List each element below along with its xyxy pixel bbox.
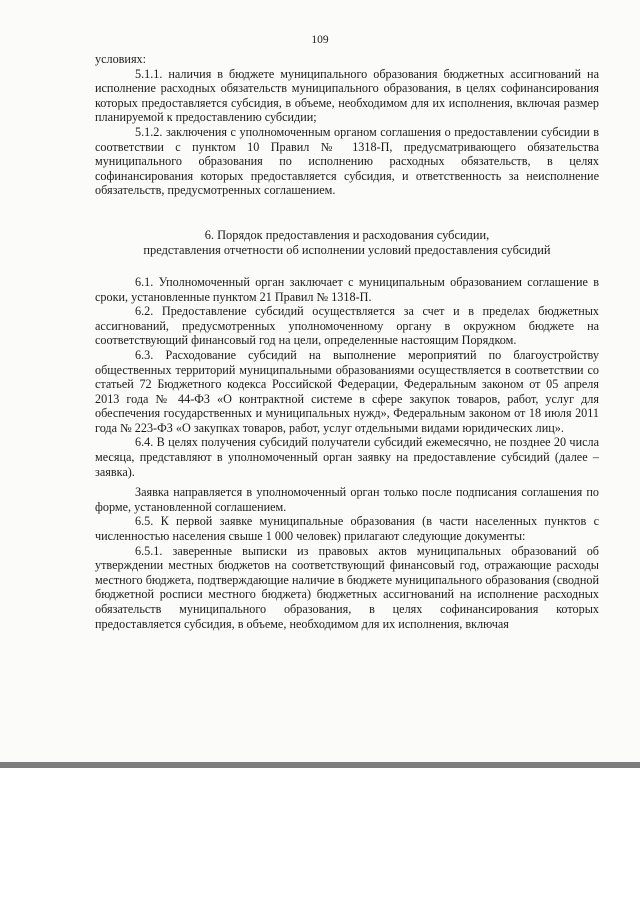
section-heading-line: представления отчетности об исполнении условий предоставления субсидий: [143, 243, 551, 258]
paragraph: 6.4. В целях получения субсидий получатели субсидий ежемесячно, не позднее 20 числа месяца, представляют в уполномоченный орган заявку на предоставление субсидий (далее – заявка).: [95, 435, 599, 479]
paragraph: условиях:: [95, 52, 147, 66]
paragraph: 6.5. К первой заявке муниципальные образования (в части населенных пунктов с численностью населения свыше 1 000 человек) прилагают следующие документы:: [95, 514, 599, 544]
paragraph: 6.2. Предоставление субсидий осуществляется за счет и в пределах бюджетных ассигнований, предусмотренных уполномоченному органу в окружном бюджете на соответствующий финансовый год на цели, определенные настоящим Порядком.: [95, 304, 599, 348]
document-body: [95, 52, 599, 631]
paragraph: Заявка направляется в уполномоченный орган только после подписания соглашения по форме, установленной соглашением.: [95, 485, 599, 514]
page-number: 109: [311, 34, 329, 46]
paragraph: 6.3. Расходование субсидий на выполнение мероприятий по благоустройству общественных территорий муниципальными образованиями осуществляется в соответствии со статьей 72 Бюджетного кодекса Российской Федерации, Федеральным законом от 05 апреля 2013 года № 44-ФЗ «О контрактной системе в сфере закупок товаров, работ, услуг для обеспечения государственных и муниципальных нужд», Федеральным законом от 18 июля 2011 года № 223-ФЗ «О закупках товаров, работ, услуг отдельными видами юридических лиц».: [95, 347, 599, 435]
paragraph: 6.5.1. заверенные выписки из правовых актов муниципальных образований об утверждении местных бюджетов на соответствующий финансовый год, отражающие расходы местного бюджета, подтверждающие наличие в бюджете муниципального образования (сводной бюджетной росписи местного бюджета) бюджетных ассигнований на исполнение расходных обязательств муниципального образования, в целях софинансирования которых предоставляется субсидия, в объеме, необходимом для их исполнения, включая: [95, 543, 599, 631]
section-heading: [95, 228, 599, 259]
section-heading-line: 6. Порядок предоставления и расходования субсидии,: [204, 227, 490, 242]
paragraph: 5.1.1. наличия в бюджете муниципального образования бюджетных ассигнований на исполнение расходных обязательств муниципального образования, в целях софинансирования которых предоставляется субсидия, в объеме, необходимом для их исполнения, включая размер планируемой к предоставлению субсидии;: [95, 66, 599, 125]
paragraph: 5.1.2. заключения с уполномоченным органом соглашения о предоставлении субсидии в соответствии с пунктом 10 Правил № 1318-П, предусматривающего обязательства муниципального образования по исполнению расходных обязательств, в целях софинансирования которых предоставляется субсидия, и ответственность за неисполнение обязательств, предусмотренных соглашением.: [95, 124, 599, 198]
paragraph: 6.1. Уполномоченный орган заключает с муниципальным образованием соглашение в сроки, установленные пунктом 21 Правил № 1318-П.: [95, 274, 599, 304]
